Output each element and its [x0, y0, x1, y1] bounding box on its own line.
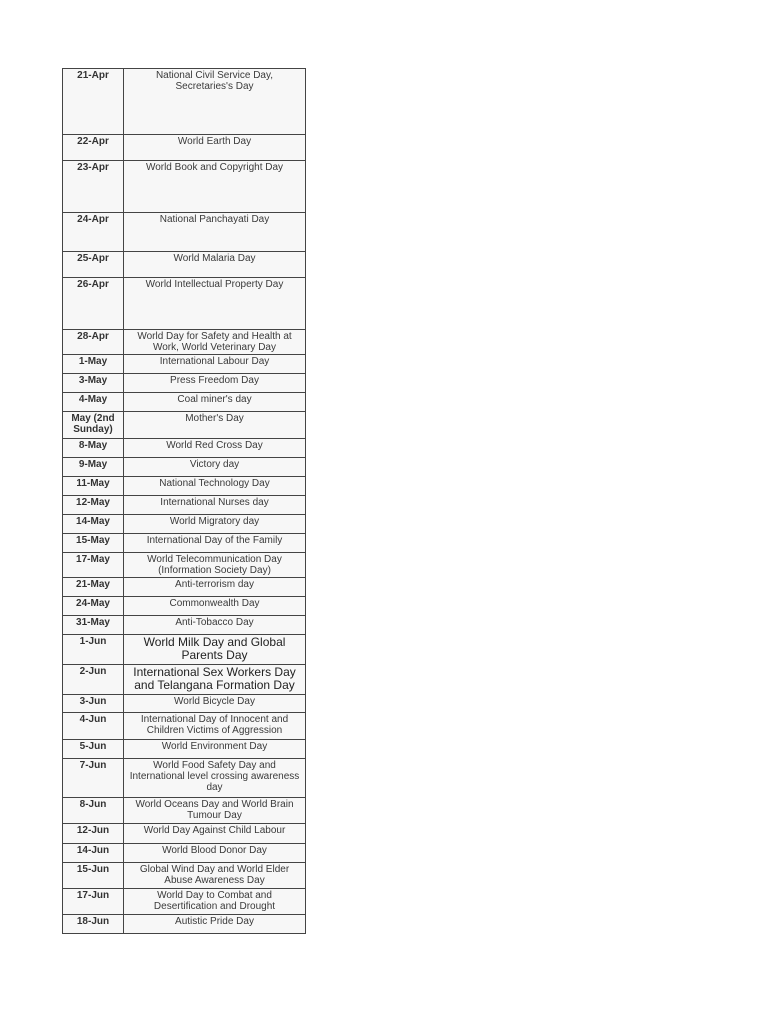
table-row: [63, 330, 306, 355]
event-cell: Mother's Day: [124, 412, 306, 439]
table-row: [63, 759, 306, 798]
date-cell: 7-Jun: [63, 759, 124, 798]
event-cell: International Labour Day: [124, 355, 306, 374]
date-cell: 3-Jun: [63, 695, 124, 713]
date-cell: 17-May: [63, 553, 124, 578]
date-cell: 24-Apr: [63, 213, 124, 252]
event-cell: International Nurses day: [124, 496, 306, 515]
event-cell: International Day of the Family: [124, 534, 306, 553]
table-body: [63, 69, 306, 934]
table-row: [63, 458, 306, 477]
date-cell: 21-May: [63, 578, 124, 597]
event-cell: World Food Safety Day and International level crossing awareness day: [124, 759, 306, 798]
table-row: [63, 135, 306, 161]
event-cell: Press Freedom Day: [124, 374, 306, 393]
date-cell: 28-Apr: [63, 330, 124, 355]
table-row: [63, 213, 306, 252]
date-cell: 12-May: [63, 496, 124, 515]
table-row: [63, 252, 306, 278]
table-row: [63, 844, 306, 863]
event-cell: Anti-terrorism day: [124, 578, 306, 597]
date-cell: 26-Apr: [63, 278, 124, 330]
date-cell: 1-May: [63, 355, 124, 374]
event-cell: World Red Cross Day: [124, 439, 306, 458]
event-cell: World Bicycle Day: [124, 695, 306, 713]
table-row: [63, 515, 306, 534]
important-days-table: [62, 68, 306, 934]
table-row: [63, 695, 306, 713]
table-row: [63, 863, 306, 889]
table-row: [63, 713, 306, 740]
date-cell: 18-Jun: [63, 915, 124, 934]
date-cell: 14-Jun: [63, 844, 124, 863]
event-cell: World Oceans Day and World Brain Tumour Day: [124, 798, 306, 824]
event-cell: World Earth Day: [124, 135, 306, 161]
date-cell: May (2nd Sunday): [63, 412, 124, 439]
table-row: [63, 915, 306, 934]
date-cell: 22-Apr: [63, 135, 124, 161]
table-row: [63, 824, 306, 844]
event-cell: Anti-Tobacco Day: [124, 616, 306, 635]
event-cell: World Book and Copyright Day: [124, 161, 306, 213]
event-cell: World Migratory day: [124, 515, 306, 534]
date-cell: 1-Jun: [63, 635, 124, 665]
table-row: [63, 374, 306, 393]
table-row: [63, 69, 306, 135]
event-cell: Coal miner's day: [124, 393, 306, 412]
event-cell: World Intellectual Property Day: [124, 278, 306, 330]
date-cell: 15-Jun: [63, 863, 124, 889]
date-cell: 11-May: [63, 477, 124, 496]
table-row: [63, 665, 306, 695]
date-cell: 24-May: [63, 597, 124, 616]
date-cell: 31-May: [63, 616, 124, 635]
date-cell: 12-Jun: [63, 824, 124, 844]
date-cell: 9-May: [63, 458, 124, 477]
table-row: [63, 616, 306, 635]
event-cell: National Technology Day: [124, 477, 306, 496]
date-cell: 8-May: [63, 439, 124, 458]
table-row: [63, 740, 306, 759]
date-cell: 3-May: [63, 374, 124, 393]
event-cell: Autistic Pride Day: [124, 915, 306, 934]
event-cell: World Day to Combat and Desertification and Drought: [124, 889, 306, 915]
event-cell: World Day for Safety and Health at Work, World Veterinary Day: [124, 330, 306, 355]
event-cell: Victory day: [124, 458, 306, 477]
date-cell: 14-May: [63, 515, 124, 534]
table-row: [63, 578, 306, 597]
date-cell: 4-Jun: [63, 713, 124, 740]
table-row: [63, 889, 306, 915]
date-cell: 8-Jun: [63, 798, 124, 824]
event-cell: National Civil Service Day, Secretaries's Day: [124, 69, 306, 135]
date-cell: 23-Apr: [63, 161, 124, 213]
event-cell: World Milk Day and Global Parents Day: [124, 635, 306, 665]
table-row: [63, 635, 306, 665]
date-cell: 25-Apr: [63, 252, 124, 278]
event-cell: Global Wind Day and World Elder Abuse Awareness Day: [124, 863, 306, 889]
table-row: [63, 534, 306, 553]
event-cell: National Panchayati Day: [124, 213, 306, 252]
date-cell: 5-Jun: [63, 740, 124, 759]
event-cell: Commonwealth Day: [124, 597, 306, 616]
table-row: [63, 412, 306, 439]
table-row: [63, 355, 306, 374]
event-cell: World Day Against Child Labour: [124, 824, 306, 844]
date-cell: 2-Jun: [63, 665, 124, 695]
event-cell: World Blood Donor Day: [124, 844, 306, 863]
date-cell: 17-Jun: [63, 889, 124, 915]
table-row: [63, 439, 306, 458]
table-row: [63, 477, 306, 496]
table-row: [63, 553, 306, 578]
table-row: [63, 496, 306, 515]
table-row: [63, 798, 306, 824]
event-cell: World Malaria Day: [124, 252, 306, 278]
table-row: [63, 161, 306, 213]
date-cell: 15-May: [63, 534, 124, 553]
event-cell: World Telecommunication Day (Information Society Day): [124, 553, 306, 578]
date-cell: 21-Apr: [63, 69, 124, 135]
table-row: [63, 278, 306, 330]
table-row: [63, 597, 306, 616]
event-cell: International Day of Innocent and Children Victims of Aggression: [124, 713, 306, 740]
event-cell: World Environment Day: [124, 740, 306, 759]
date-cell: 4-May: [63, 393, 124, 412]
table-row: [63, 393, 306, 412]
event-cell: International Sex Workers Day and Telangana Formation Day: [124, 665, 306, 695]
